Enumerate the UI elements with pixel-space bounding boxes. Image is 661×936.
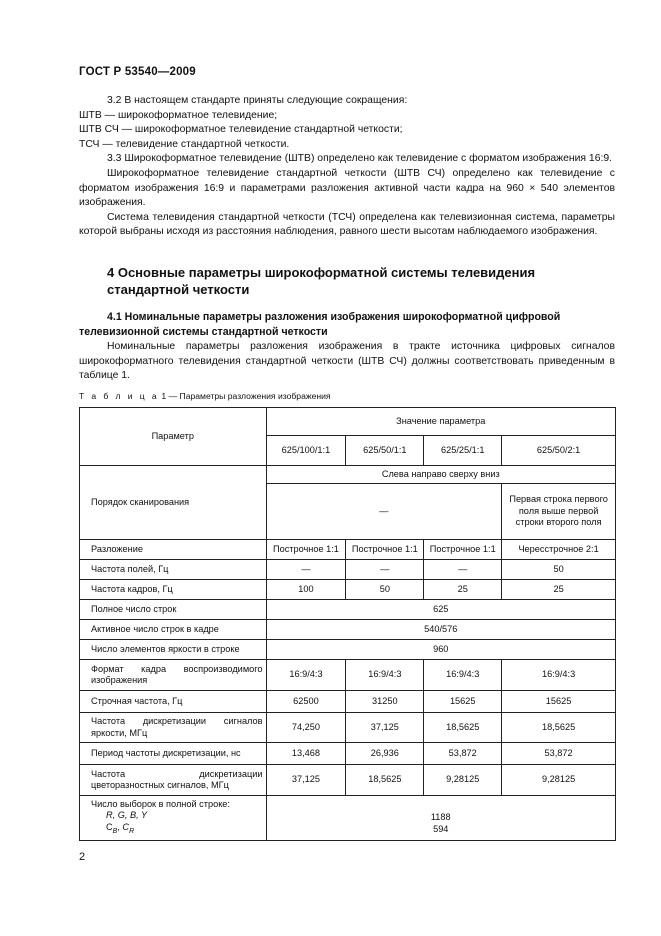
cell-value: 53,872 bbox=[502, 743, 616, 765]
cell-value: Построчное 1:1 bbox=[424, 540, 502, 560]
cell-value: 62500 bbox=[266, 691, 346, 713]
section-4-1-intro bbox=[79, 340, 615, 384]
cell-value: Построчное 1:1 bbox=[346, 540, 424, 560]
cell-value: 15625 bbox=[502, 691, 616, 713]
table-header-row bbox=[80, 408, 616, 436]
samples-c-value: 594 bbox=[433, 823, 449, 834]
cell-value: 18,5625 bbox=[346, 765, 424, 796]
table-row bbox=[80, 540, 616, 560]
row-label: Разложение bbox=[80, 540, 267, 560]
cell-value: 26,936 bbox=[346, 743, 424, 765]
cell-value: 25 bbox=[502, 580, 616, 600]
header-param: Параметр bbox=[80, 408, 267, 466]
row-label: Активное число строк в кадре bbox=[80, 620, 267, 640]
cell-value: 16:9/4:3 bbox=[346, 660, 424, 691]
table-row bbox=[80, 765, 616, 796]
column-header: 625/50/2:1 bbox=[502, 436, 616, 466]
cell-value: 16:9/4:3 bbox=[266, 660, 346, 691]
abbr-shtv-sch: ШТВ СЧ — широкоформатное телевидение стандартной четкости; bbox=[79, 124, 403, 136]
samples-c-label: $C_B$, $C_R$ bbox=[106, 821, 135, 835]
cell-value: — bbox=[266, 560, 346, 580]
row-label: Частота полей, Гц bbox=[80, 560, 267, 580]
cell-value: 31250 bbox=[346, 691, 424, 713]
row-label: Порядок сканирования bbox=[80, 466, 267, 540]
row-label-samples bbox=[80, 796, 267, 841]
row-label: Частота дискретизации сигналов яркости, МГц bbox=[80, 713, 267, 743]
samples-title: Число выборок в полной строке: bbox=[91, 798, 230, 809]
cell-value: 18,5625 bbox=[502, 713, 616, 743]
row-label: Число элементов яркости в строке bbox=[80, 640, 267, 660]
document-code: ГОСТ Р 53540—2009 bbox=[79, 66, 196, 78]
paragraph-3-3: 3.3 Широкоформатное телевидение (ШТВ) определено как телевидение с форматом изображения 16:9. bbox=[107, 153, 613, 165]
cell-value: 13,468 bbox=[266, 743, 346, 765]
parameters-table bbox=[79, 407, 616, 841]
samples-rgb-label: R, G, B, Y bbox=[106, 810, 148, 821]
row-label: Частота дискретизации цветоразностных сигналов, МГц bbox=[80, 765, 267, 796]
table-row bbox=[80, 640, 616, 660]
cell-value: 53,872 bbox=[424, 743, 502, 765]
cell-value: 15625 bbox=[424, 691, 502, 713]
page-number: 2 bbox=[79, 851, 86, 863]
cell-value: 9,28125 bbox=[502, 765, 616, 796]
column-header: 625/100/1:1 bbox=[266, 436, 346, 466]
cell-value: 960 bbox=[266, 640, 615, 660]
table-row bbox=[80, 560, 616, 580]
section-4-1-heading: 4.1 Номинальные параметры разложения изображения широкоформатной цифровой телевизионной системы стандартной четкости bbox=[79, 311, 561, 338]
cell-value: 9,28125 bbox=[424, 765, 502, 796]
row-label: Строчная частота, Гц bbox=[80, 691, 267, 713]
paragraph-tsch-def: Система телевидения стандартной четкости (ТСЧ) определена как телевизионная система, параметры которой выбраны исходя из расстояния наблюдения, равного шести высотам наблюдаемого изображения. bbox=[79, 211, 615, 238]
table-caption-text: 1 — Параметры разложения изображения bbox=[159, 391, 331, 401]
row-label: Частота кадров, Гц bbox=[80, 580, 267, 600]
cell-value: — bbox=[266, 484, 502, 540]
cell-value: 100 bbox=[266, 580, 346, 600]
cell-value: Первая строка первого поля выше первой строки второго поля bbox=[502, 484, 616, 540]
section-3-text bbox=[79, 94, 615, 240]
section-4-heading: 4 Основные параметры широкоформатной системы телевидения стандартной четкости bbox=[107, 265, 536, 297]
cell-value: 625 bbox=[266, 600, 615, 620]
table-row bbox=[80, 713, 616, 743]
samples-rgb-value: 1188 bbox=[430, 812, 451, 823]
cell-value: — bbox=[424, 560, 502, 580]
table-row bbox=[80, 660, 616, 691]
row-label: Период частоты дискретизации, нс bbox=[80, 743, 267, 765]
cell-value: 37,125 bbox=[266, 765, 346, 796]
table-row-scan-common bbox=[80, 466, 616, 484]
table-row bbox=[80, 600, 616, 620]
cell-value: 74,250 bbox=[266, 713, 346, 743]
cell-value: 50 bbox=[346, 580, 424, 600]
cell-value: 50 bbox=[502, 560, 616, 580]
row-label: Формат кадра воспроизводимого изображения bbox=[80, 660, 267, 691]
cell-value: 16:9/4:3 bbox=[502, 660, 616, 691]
cell-value: 540/576 bbox=[266, 620, 615, 640]
intro-paragraph: Номинальные параметры разложения изображения в тракте источника цифровых сигналов широкоформатного телевидения стандартной четкости (ШТВ СЧ) должны соответствовать приведенным в таблице 1. bbox=[79, 341, 615, 382]
row-label: Полное число строк bbox=[80, 600, 267, 620]
cell-value: 25 bbox=[424, 580, 502, 600]
table-row bbox=[80, 580, 616, 600]
cell-value: 37,125 bbox=[346, 713, 424, 743]
column-header: 625/50/1:1 bbox=[346, 436, 424, 466]
header-value: Значение параметра bbox=[266, 408, 615, 436]
abbr-tsch: ТСЧ — телевидение стандартной четкости. bbox=[79, 138, 290, 150]
cell-value: 18,5625 bbox=[424, 713, 502, 743]
cell-value: Слева направо сверху вниз bbox=[266, 466, 615, 484]
table-row bbox=[80, 691, 616, 713]
cell-value: — bbox=[346, 560, 424, 580]
cell-value: Построчное 1:1 bbox=[266, 540, 346, 560]
table-caption bbox=[79, 391, 331, 401]
cell-value: 16:9/4:3 bbox=[424, 660, 502, 691]
abbr-shtv: ШТВ — широкоформатное телевидение; bbox=[79, 109, 278, 121]
table-row bbox=[80, 743, 616, 765]
column-header: 625/25/1:1 bbox=[424, 436, 502, 466]
table-caption-prefix: Т а б л и ц а bbox=[79, 391, 159, 401]
paragraph-3-2: 3.2 В настоящем стандарте приняты следующие сокращения: bbox=[107, 95, 408, 106]
table-row-samples bbox=[80, 796, 616, 841]
cell-value: Чересстрочное 2:1 bbox=[502, 540, 616, 560]
cell-value-samples bbox=[266, 796, 615, 841]
paragraph-shtv-sch-def: Широкоформатное телевидение стандартной четкости (ШТВ СЧ) определено как телевидение с форматом изображения 16:9 и параметрами разложения активной части кадра на 960 × 540 элементов изображения. bbox=[79, 167, 615, 209]
table-row bbox=[80, 620, 616, 640]
